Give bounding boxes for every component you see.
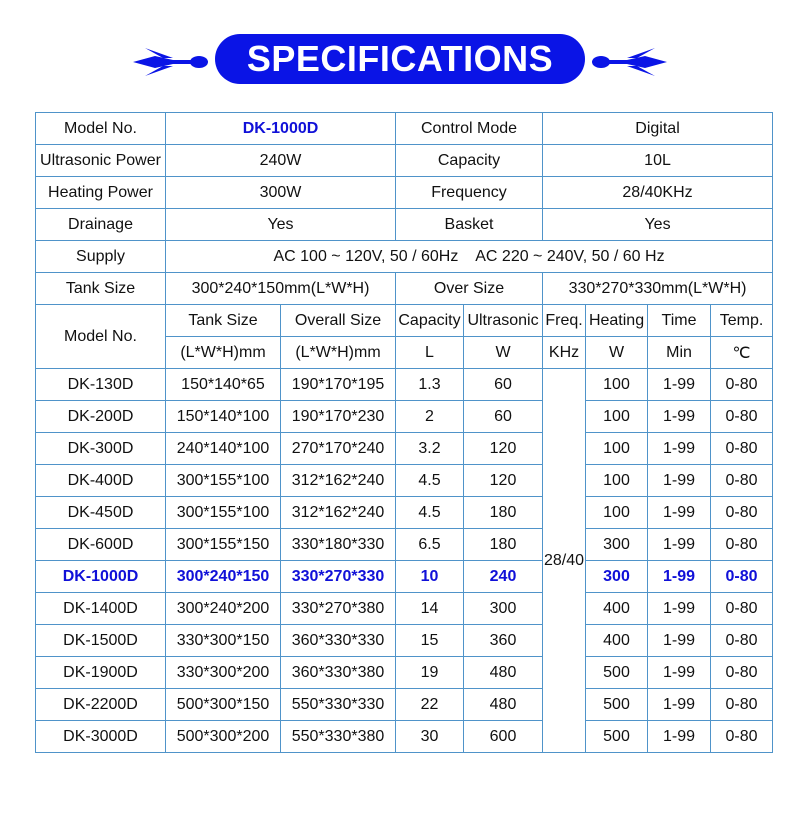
- column-unit: W: [464, 337, 543, 369]
- column-unit: ℃: [711, 337, 773, 369]
- table-cell: 480: [464, 657, 543, 689]
- table-cell: DK-1000D: [36, 561, 166, 593]
- table-cell: DK-2200D: [36, 689, 166, 721]
- table-cell: 300: [586, 561, 648, 593]
- table-row: [36, 433, 773, 465]
- table-cell: 30: [396, 721, 464, 753]
- table-row: [36, 401, 773, 433]
- column-unit: Min: [648, 337, 711, 369]
- table-cell: 1-99: [648, 625, 711, 657]
- column-header: Ultrasonic: [464, 305, 543, 337]
- table-cell: 180: [464, 497, 543, 529]
- table-cell: 6.5: [396, 529, 464, 561]
- table-cell: DK-300D: [36, 433, 166, 465]
- summary-row: Drainage Yes Basket Yes: [36, 209, 773, 241]
- table-cell: 550*330*380: [281, 721, 396, 753]
- table-cell: 120: [464, 433, 543, 465]
- table-cell: 100: [586, 433, 648, 465]
- table-row: [36, 625, 773, 657]
- table-cell: DK-200D: [36, 401, 166, 433]
- column-header: Capacity: [396, 305, 464, 337]
- table-cell: 190*170*230: [281, 401, 396, 433]
- summary-row: Tank Size 300*240*150mm(L*W*H) Over Size 330*270*330mm(L*W*H): [36, 273, 773, 305]
- table-cell: 400: [586, 625, 648, 657]
- specifications-table: [35, 112, 773, 753]
- table-cell: 60: [464, 401, 543, 433]
- table-cell: 1-99: [648, 593, 711, 625]
- table-cell: 19: [396, 657, 464, 689]
- table-cell: 3.2: [396, 433, 464, 465]
- table-cell: DK-3000D: [36, 721, 166, 753]
- column-header: Time: [648, 305, 711, 337]
- model-value: DK-1000D: [166, 113, 396, 145]
- header-row: Model No. Tank Size Overall Size Capacity Ultrasonic Freq. Heating Time Temp.: [36, 305, 773, 337]
- summary-row: Heating Power 300W Frequency 28/40KHz: [36, 177, 773, 209]
- table-cell: 15: [396, 625, 464, 657]
- column-header: Heating: [586, 305, 648, 337]
- table-cell: 300*240*200: [166, 593, 281, 625]
- freq-cell: 28/40: [543, 369, 586, 753]
- column-unit: L: [396, 337, 464, 369]
- table-cell: 0-80: [711, 497, 773, 529]
- table-cell: DK-1500D: [36, 625, 166, 657]
- table-row: [36, 657, 773, 689]
- table-cell: 360*330*330: [281, 625, 396, 657]
- table-cell: 360: [464, 625, 543, 657]
- table-cell: 330*180*330: [281, 529, 396, 561]
- table-cell: DK-1400D: [36, 593, 166, 625]
- table-cell: 150*140*65: [166, 369, 281, 401]
- table-row: [36, 721, 773, 753]
- table-cell: 1-99: [648, 689, 711, 721]
- table-cell: 1-99: [648, 433, 711, 465]
- table-cell: 0-80: [711, 529, 773, 561]
- table-cell: 22: [396, 689, 464, 721]
- table-cell: 0-80: [711, 721, 773, 753]
- table-cell: 4.5: [396, 497, 464, 529]
- table-cell: DK-600D: [36, 529, 166, 561]
- table-cell: 360*330*380: [281, 657, 396, 689]
- table-cell: 300*240*150: [166, 561, 281, 593]
- table-cell: DK-400D: [36, 465, 166, 497]
- table-cell: 330*300*200: [166, 657, 281, 689]
- table-cell: DK-1900D: [36, 657, 166, 689]
- table-cell: 100: [586, 369, 648, 401]
- table-cell: 270*170*240: [281, 433, 396, 465]
- table-row: [36, 465, 773, 497]
- column-unit: (L*W*H)mm: [281, 337, 396, 369]
- table-row: [36, 561, 773, 593]
- table-cell: 0-80: [711, 593, 773, 625]
- table-cell: 120: [464, 465, 543, 497]
- table-cell: 312*162*240: [281, 465, 396, 497]
- table-cell: 0-80: [711, 465, 773, 497]
- table-cell: 330*270*380: [281, 593, 396, 625]
- column-unit: KHz: [543, 337, 586, 369]
- table-cell: 240: [464, 561, 543, 593]
- table-cell: 400: [586, 593, 648, 625]
- column-header: Freq.: [543, 305, 586, 337]
- table-cell: 500: [586, 657, 648, 689]
- table-cell: 1-99: [648, 497, 711, 529]
- summary-row: Ultrasonic Power 240W Capacity 10L: [36, 145, 773, 177]
- table-cell: 0-80: [711, 369, 773, 401]
- table-cell: 1-99: [648, 401, 711, 433]
- table-cell: DK-130D: [36, 369, 166, 401]
- table-cell: 600: [464, 721, 543, 753]
- table-cell: 100: [586, 497, 648, 529]
- summary-row: Model No. DK-1000D Control Mode Digital: [36, 113, 773, 145]
- table-cell: 240*140*100: [166, 433, 281, 465]
- table-cell: 300*155*100: [166, 497, 281, 529]
- table-cell: 0-80: [711, 625, 773, 657]
- table-cell: 0-80: [711, 401, 773, 433]
- table-row: [36, 497, 773, 529]
- table-cell: 1-99: [648, 657, 711, 689]
- table-row: [36, 369, 773, 401]
- table-cell: 1-99: [648, 465, 711, 497]
- table-cell: 500: [586, 721, 648, 753]
- table-cell: DK-450D: [36, 497, 166, 529]
- table-cell: 2: [396, 401, 464, 433]
- right-ornament-icon: [592, 44, 667, 80]
- table-cell: 100: [586, 401, 648, 433]
- column-header: Temp.: [711, 305, 773, 337]
- table-cell: 14: [396, 593, 464, 625]
- left-ornament-icon: [133, 44, 208, 80]
- table-cell: 0-80: [711, 657, 773, 689]
- column-header: Tank Size: [166, 305, 281, 337]
- table-cell: 150*140*100: [166, 401, 281, 433]
- table-cell: 550*330*330: [281, 689, 396, 721]
- table-cell: 1.3: [396, 369, 464, 401]
- table-cell: 330*300*150: [166, 625, 281, 657]
- table-row: [36, 529, 773, 561]
- table-row: [36, 689, 773, 721]
- table-cell: 300*155*100: [166, 465, 281, 497]
- table-cell: 100: [586, 465, 648, 497]
- column-header: Overall Size: [281, 305, 396, 337]
- table-cell: 1-99: [648, 721, 711, 753]
- column-unit: W: [586, 337, 648, 369]
- table-cell: 0-80: [711, 689, 773, 721]
- table-cell: 500: [586, 689, 648, 721]
- table-cell: 1-99: [648, 529, 711, 561]
- table-cell: 190*170*195: [281, 369, 396, 401]
- table-cell: 0-80: [711, 433, 773, 465]
- table-cell: 4.5: [396, 465, 464, 497]
- table-cell: 60: [464, 369, 543, 401]
- table-cell: 500*300*150: [166, 689, 281, 721]
- table-cell: 300: [464, 593, 543, 625]
- table-cell: 312*162*240: [281, 497, 396, 529]
- table-cell: 300*155*150: [166, 529, 281, 561]
- column-unit: (L*W*H)mm: [166, 337, 281, 369]
- summary-row: Supply AC 100 ~ 120V, 50 / 60Hz AC 220 ~ 240V, 50 / 60 Hz: [36, 241, 773, 273]
- table-cell: 0-80: [711, 561, 773, 593]
- table-cell: 500*300*200: [166, 721, 281, 753]
- table-cell: 480: [464, 689, 543, 721]
- table-row: [36, 593, 773, 625]
- table-cell: 1-99: [648, 561, 711, 593]
- table-cell: 1-99: [648, 369, 711, 401]
- page-title: SPECIFICATIONS: [215, 34, 585, 84]
- table-cell: 180: [464, 529, 543, 561]
- table-cell: 10: [396, 561, 464, 593]
- table-cell: 330*270*330: [281, 561, 396, 593]
- table-cell: 300: [586, 529, 648, 561]
